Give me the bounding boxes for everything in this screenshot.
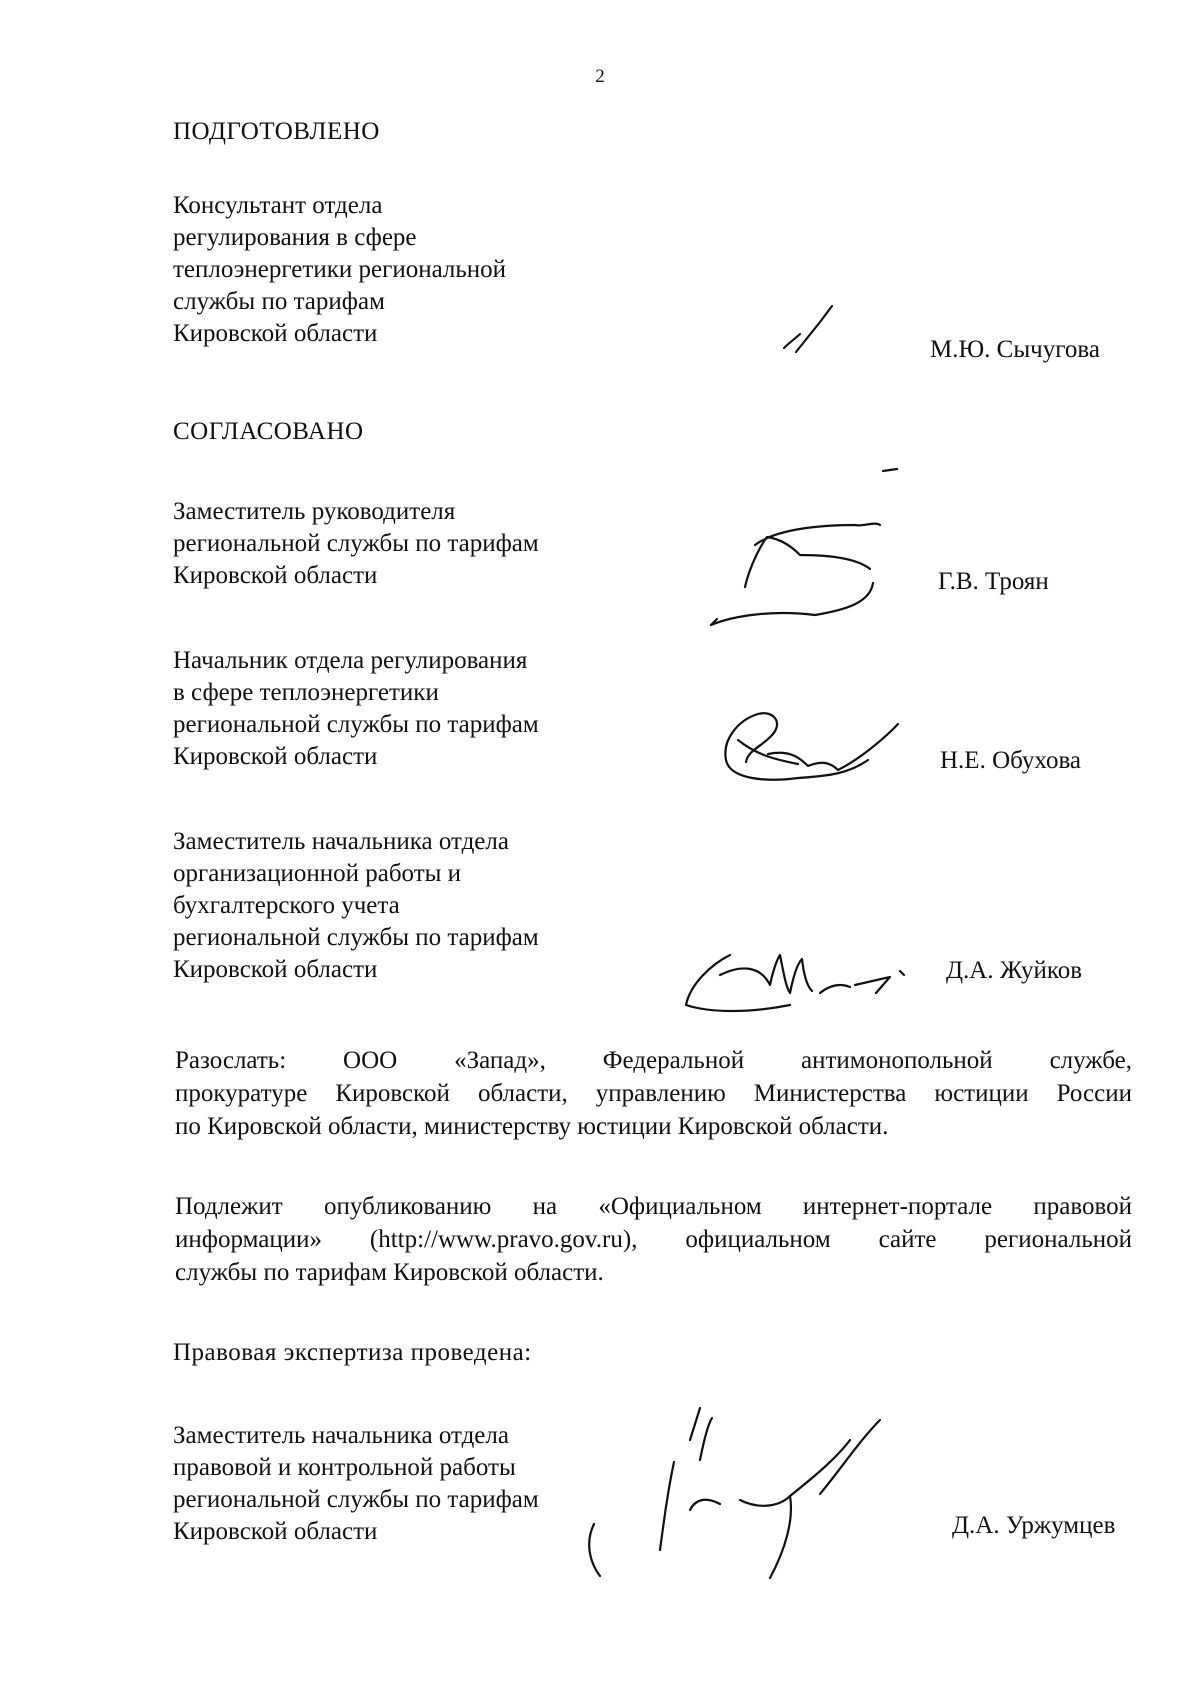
position-line: Заместитель начальника отдела	[173, 1422, 509, 1449]
position-line: организационной работы и	[173, 860, 462, 887]
position-line: Заместитель руководителя	[173, 498, 456, 525]
position-line: службы по тарифам	[173, 288, 385, 315]
prepared-position	[173, 190, 506, 350]
signatory-1-position	[173, 496, 539, 592]
legal-review-position	[173, 1420, 539, 1548]
position-line: региональной службы по тарифам	[173, 1486, 539, 1513]
position-line: Кировской области	[173, 743, 378, 770]
position-line: Кировской области	[173, 562, 378, 589]
position-line: теплоэнергетики региональной	[173, 256, 507, 283]
position-line: регулирования в сфере	[173, 224, 417, 251]
signature-troyan-icon	[705, 465, 885, 635]
agreed-heading: СОГЛАСОВАНО	[173, 418, 364, 445]
position-line: Кировской области	[173, 320, 378, 347]
publication-line: Подлежит опубликованию на «Официальном интернет-портале правовой	[175, 1193, 1132, 1220]
signature-zhuykov-icon	[680, 935, 910, 1025]
position-line: Консультант отдела	[173, 192, 383, 219]
position-line: Кировской области	[173, 956, 378, 983]
position-line: Начальник отдела регулирования	[173, 647, 528, 674]
prepared-heading: ПОДГОТОВЛЕНО	[173, 118, 380, 145]
distribution-line: прокуратуре Кировской области, управлению Министерства юстиции России	[175, 1080, 1132, 1107]
position-line: региональной службы по тарифам	[173, 530, 539, 557]
position-line: региональной службы по тарифам	[173, 711, 539, 738]
position-line: Кировской области	[173, 1518, 378, 1545]
publication-line: информации» (http://www.pravo.gov.ru), официальном сайте региональной	[175, 1226, 1132, 1253]
distribution-paragraph	[175, 1044, 1132, 1143]
position-line: региональной службы по тарифам	[173, 924, 539, 951]
signature-urzhumtsev-icon	[580, 1400, 920, 1580]
signatory-2-position	[173, 645, 539, 773]
position-line: в сфере теплоэнергетики	[173, 679, 439, 706]
signature-sychugova-icon	[780, 300, 860, 360]
signatory-3-name: Д.А. Жуйков	[946, 957, 1083, 984]
publication-paragraph	[175, 1190, 1132, 1289]
signatory-2-name: Н.Е. Обухова	[940, 747, 1082, 774]
publication-line: службы по тарифам Кировской области.	[175, 1259, 604, 1286]
signature-obukhova-icon	[718, 700, 908, 790]
legal-review-name: Д.А. Уржумцев	[952, 1512, 1116, 1539]
prepared-name: М.Ю. Сычугова	[930, 336, 1100, 363]
legal-review-heading: Правовая экспертиза проведена:	[173, 1339, 532, 1366]
signatory-1-name: Г.В. Троян	[938, 568, 1049, 595]
position-line: бухгалтерского учета	[173, 892, 400, 919]
distribution-line: по Кировской области, министерству юстиции Кировской области.	[175, 1113, 889, 1140]
page-number: 2	[595, 66, 605, 87]
distribution-line: Разослать: ООО «Запад», Федеральной антимонопольной службе,	[175, 1047, 1132, 1074]
signatory-3-position	[173, 826, 539, 986]
position-line: правовой и контрольной работы	[173, 1454, 516, 1481]
position-line: Заместитель начальника отдела	[173, 828, 509, 855]
